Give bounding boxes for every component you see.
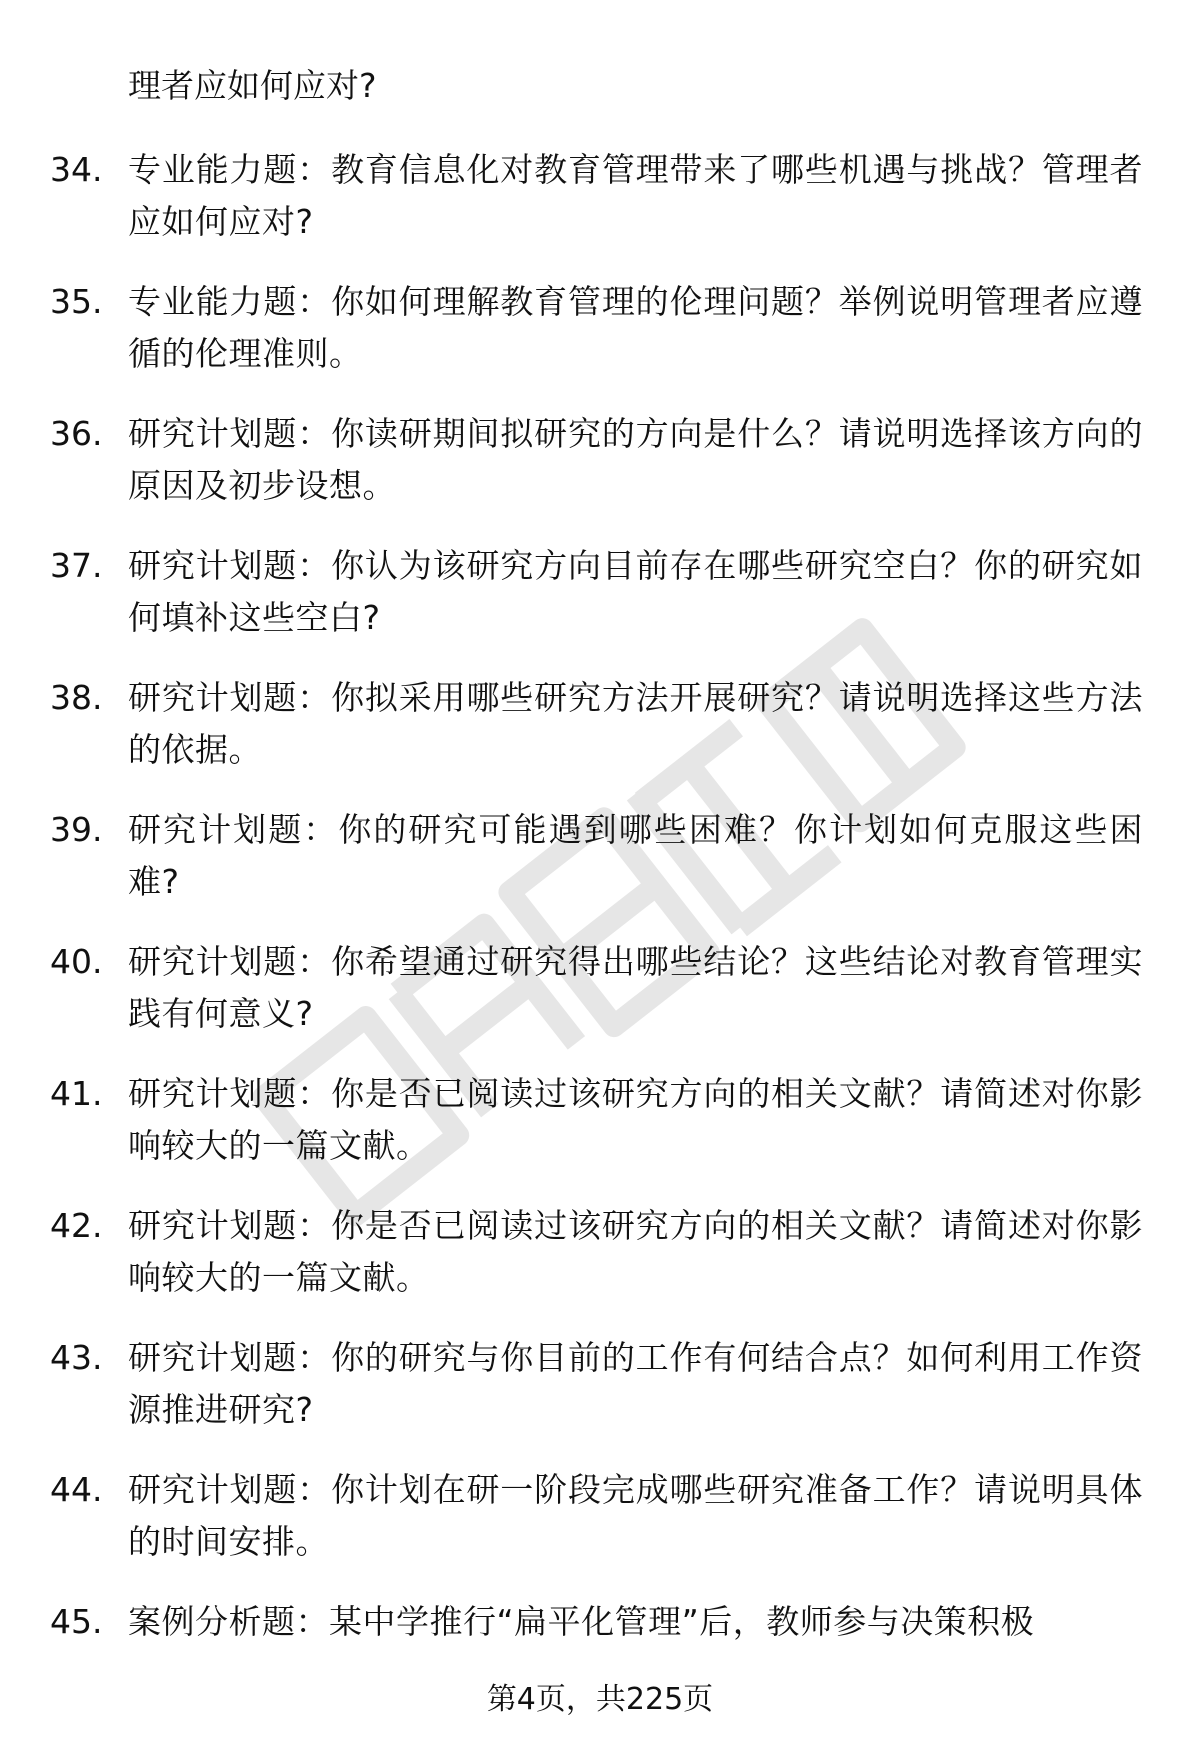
list-item <box>0 1464 1200 1596</box>
question-number: 41. <box>50 1074 103 1113</box>
question-text: 研究计划题：你计划在研一阶段完成哪些研究准备工作？请说明具体的时间安排。 <box>128 1470 1143 1561</box>
list-item <box>0 672 1200 804</box>
question-list <box>0 144 1200 1728</box>
question-number: 34. <box>50 150 103 189</box>
list-item <box>0 408 1200 540</box>
question-text: 研究计划题：你的研究与你目前的工作有何结合点？如何利用工作资源推进研究? <box>128 1338 1143 1429</box>
question-text: 研究计划题：你拟采用哪些研究方法开展研究？请说明选择这些方法的依据。 <box>128 678 1143 769</box>
list-item <box>0 1332 1200 1464</box>
list-item <box>0 276 1200 408</box>
question-number: 38. <box>50 678 103 717</box>
list-item <box>0 1200 1200 1332</box>
question-text: 专业能力题：教育信息化对教育管理带来了哪些机遇与挑战？管理者应如何应对? <box>128 150 1143 241</box>
question-number: 37. <box>50 546 103 585</box>
list-item <box>0 936 1200 1068</box>
list-item <box>0 1068 1200 1200</box>
list-item <box>0 144 1200 276</box>
question-text: 研究计划题：你希望通过研究得出哪些结论？这些结论对教育管理实践有何意义? <box>128 942 1143 1033</box>
list-item <box>0 540 1200 672</box>
continuation-line: 理者应如何应对? <box>128 66 377 105</box>
question-text: 研究计划题：你认为该研究方向目前存在哪些研究空白？你的研究如何填补这些空白? <box>128 546 1143 637</box>
page-footer: 第4页，共225页 <box>486 1682 714 1717</box>
question-number: 44. <box>50 1470 103 1509</box>
question-text: 专业能力题：你如何理解教育管理的伦理问题？举例说明管理者应遵循的伦理准则。 <box>128 282 1143 373</box>
question-text: 研究计划题：你的研究可能遇到哪些困难？你计划如何克服这些困难? <box>128 810 1143 901</box>
question-number: 36. <box>50 414 103 453</box>
list-item <box>0 804 1200 936</box>
question-number: 45. <box>50 1602 103 1641</box>
question-text: 研究计划题：你是否已阅读过该研究方向的相关文献？请简述对你影响较大的一篇文献。 <box>128 1206 1143 1297</box>
question-number: 35. <box>50 282 103 321</box>
question-number: 43. <box>50 1338 103 1377</box>
question-text: 研究计划题：你读研期间拟研究的方向是什么？请说明选择该方向的原因及初步设想。 <box>128 414 1143 505</box>
question-number: 39. <box>50 810 103 849</box>
question-text: 案例分析题：某中学推行“扁平化管理”后，教师参与决策积极 <box>128 1602 1035 1641</box>
question-text: 研究计划题：你是否已阅读过该研究方向的相关文献？请简述对你影响较大的一篇文献。 <box>128 1074 1143 1165</box>
question-number: 40. <box>50 942 103 981</box>
question-number: 42. <box>50 1206 103 1245</box>
